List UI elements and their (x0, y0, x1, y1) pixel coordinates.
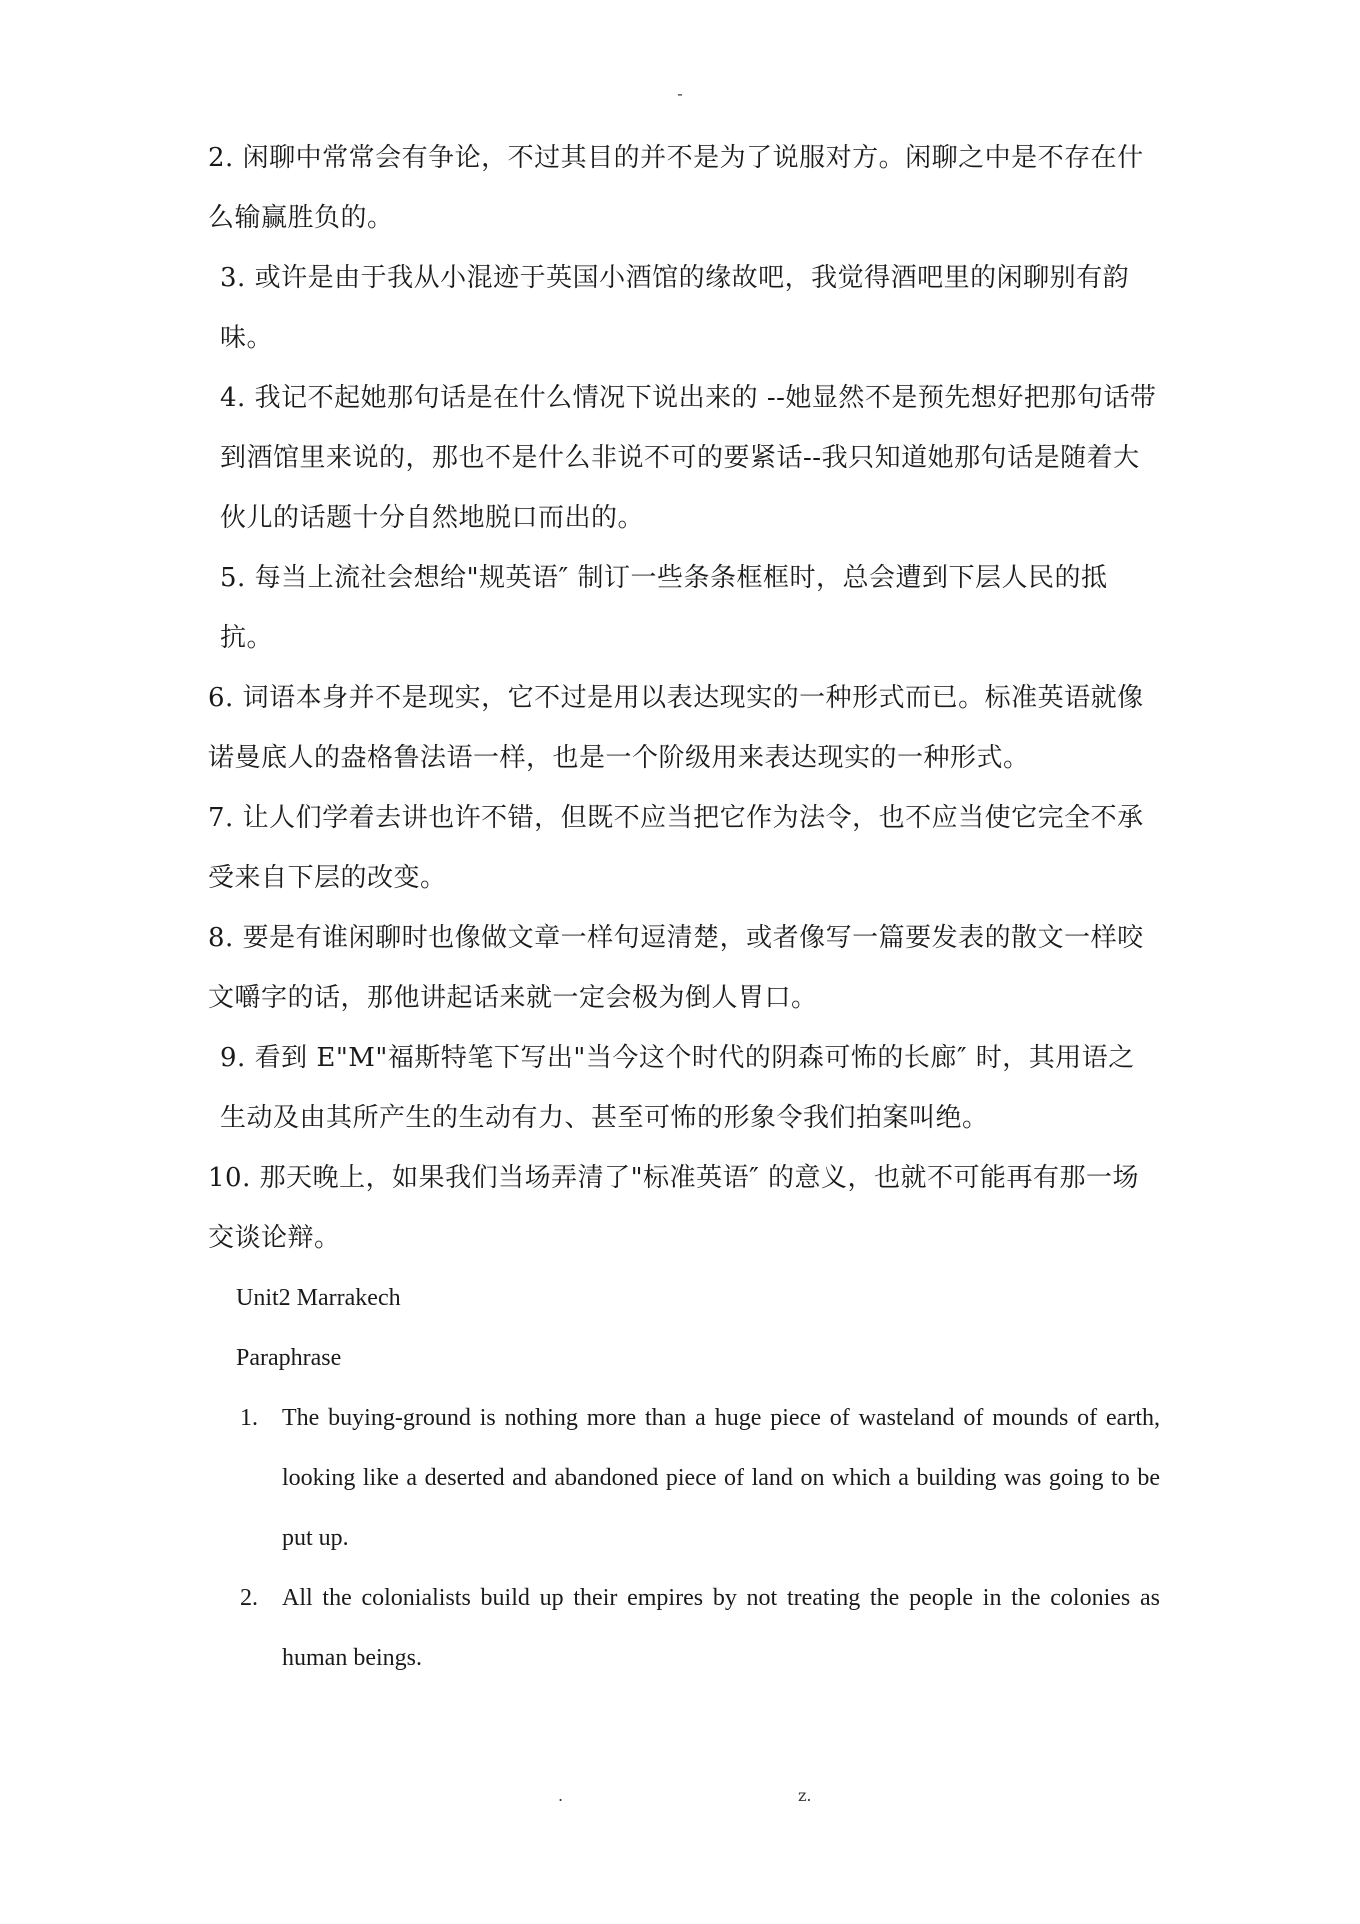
translation-item-10: 10. 那天晚上，如果我们当场弄清了"标准英语″ 的意义，也就不可能再有那一场交谈论辩。 (208, 1163, 1140, 1253)
translation-item-6: 6. 词语本身并不是现实，它不过是用以表达现实的一种形式而已。标准英语就像诺曼底人的盎格鲁法语一样，也是一个阶级用来表达现实的一种形式。 (208, 683, 1144, 773)
paraphrase-text: The buying-ground is nothing more than a huge piece of wasteland of mounds of earth, looking like a deserted and abandoned piece of land on which a building was going to be put up. (282, 1405, 1160, 1551)
footer-z: z. (798, 1786, 812, 1805)
footer-dot: . (558, 1786, 564, 1805)
translation-item-2: 2. 闲聊中常常会有争论，不过其目的并不是为了说服对方。闲聊之中是不存在什么输赢胜负的。 (208, 143, 1144, 233)
translation-item-9: 9. 看到 E"M"福斯特笔下写出"当今这个时代的阴森可怖的长廊″ 时，其用语之生动及由其所产生的生动有力、甚至可怖的形象令我们拍案叫绝。 (220, 1043, 1135, 1133)
header-mark: - (677, 84, 683, 103)
translation-item-5: 5. 每当上流社会想给"规英语″ 制订一些条条框框时，总会遭到下层人民的抵抗。 (220, 563, 1108, 653)
translation-item-8: 8. 要是有谁闲聊时也像做文章一样句逗清楚，或者像写一篇要发表的散文一样咬文嚼字的话，那他讲起话来就一定会极为倒人胃口。 (208, 923, 1144, 1013)
paraphrase-text: All the colonialists build up their empires by not treating the people in the colonies as human beings. (282, 1585, 1160, 1671)
unit-title: Unit2 Marrakech (236, 1285, 401, 1311)
translation-item-7: 7. 让人们学着去讲也许不错，但既不应当把它作为法令，也不应当使它完全不承受来自下层的改变。 (208, 803, 1144, 893)
paraphrase-number: 1. (240, 1405, 258, 1431)
translation-item-4: 4. 我记不起她那句话是在什么情况下说出来的 --她显然不是预先想好把那句话带到酒馆里来说的，那也不是什么非说不可的要紧话--我只知道她那句话是随着大伙儿的话题十分自然地脱口而出的。 (220, 383, 1157, 533)
paraphrase-number: 2. (240, 1585, 258, 1611)
paraphrase-item (208, 1568, 1160, 1688)
paraphrase-item (208, 1388, 1160, 1568)
section-title: Paraphrase (236, 1345, 342, 1371)
chinese-translation-list (208, 128, 1160, 1688)
translation-item-3: 3. 或许是由于我从小混迹于英国小酒馆的缘故吧，我觉得酒吧里的闲聊别有韵味。 (220, 263, 1130, 353)
paraphrase-list (208, 1388, 1160, 1688)
